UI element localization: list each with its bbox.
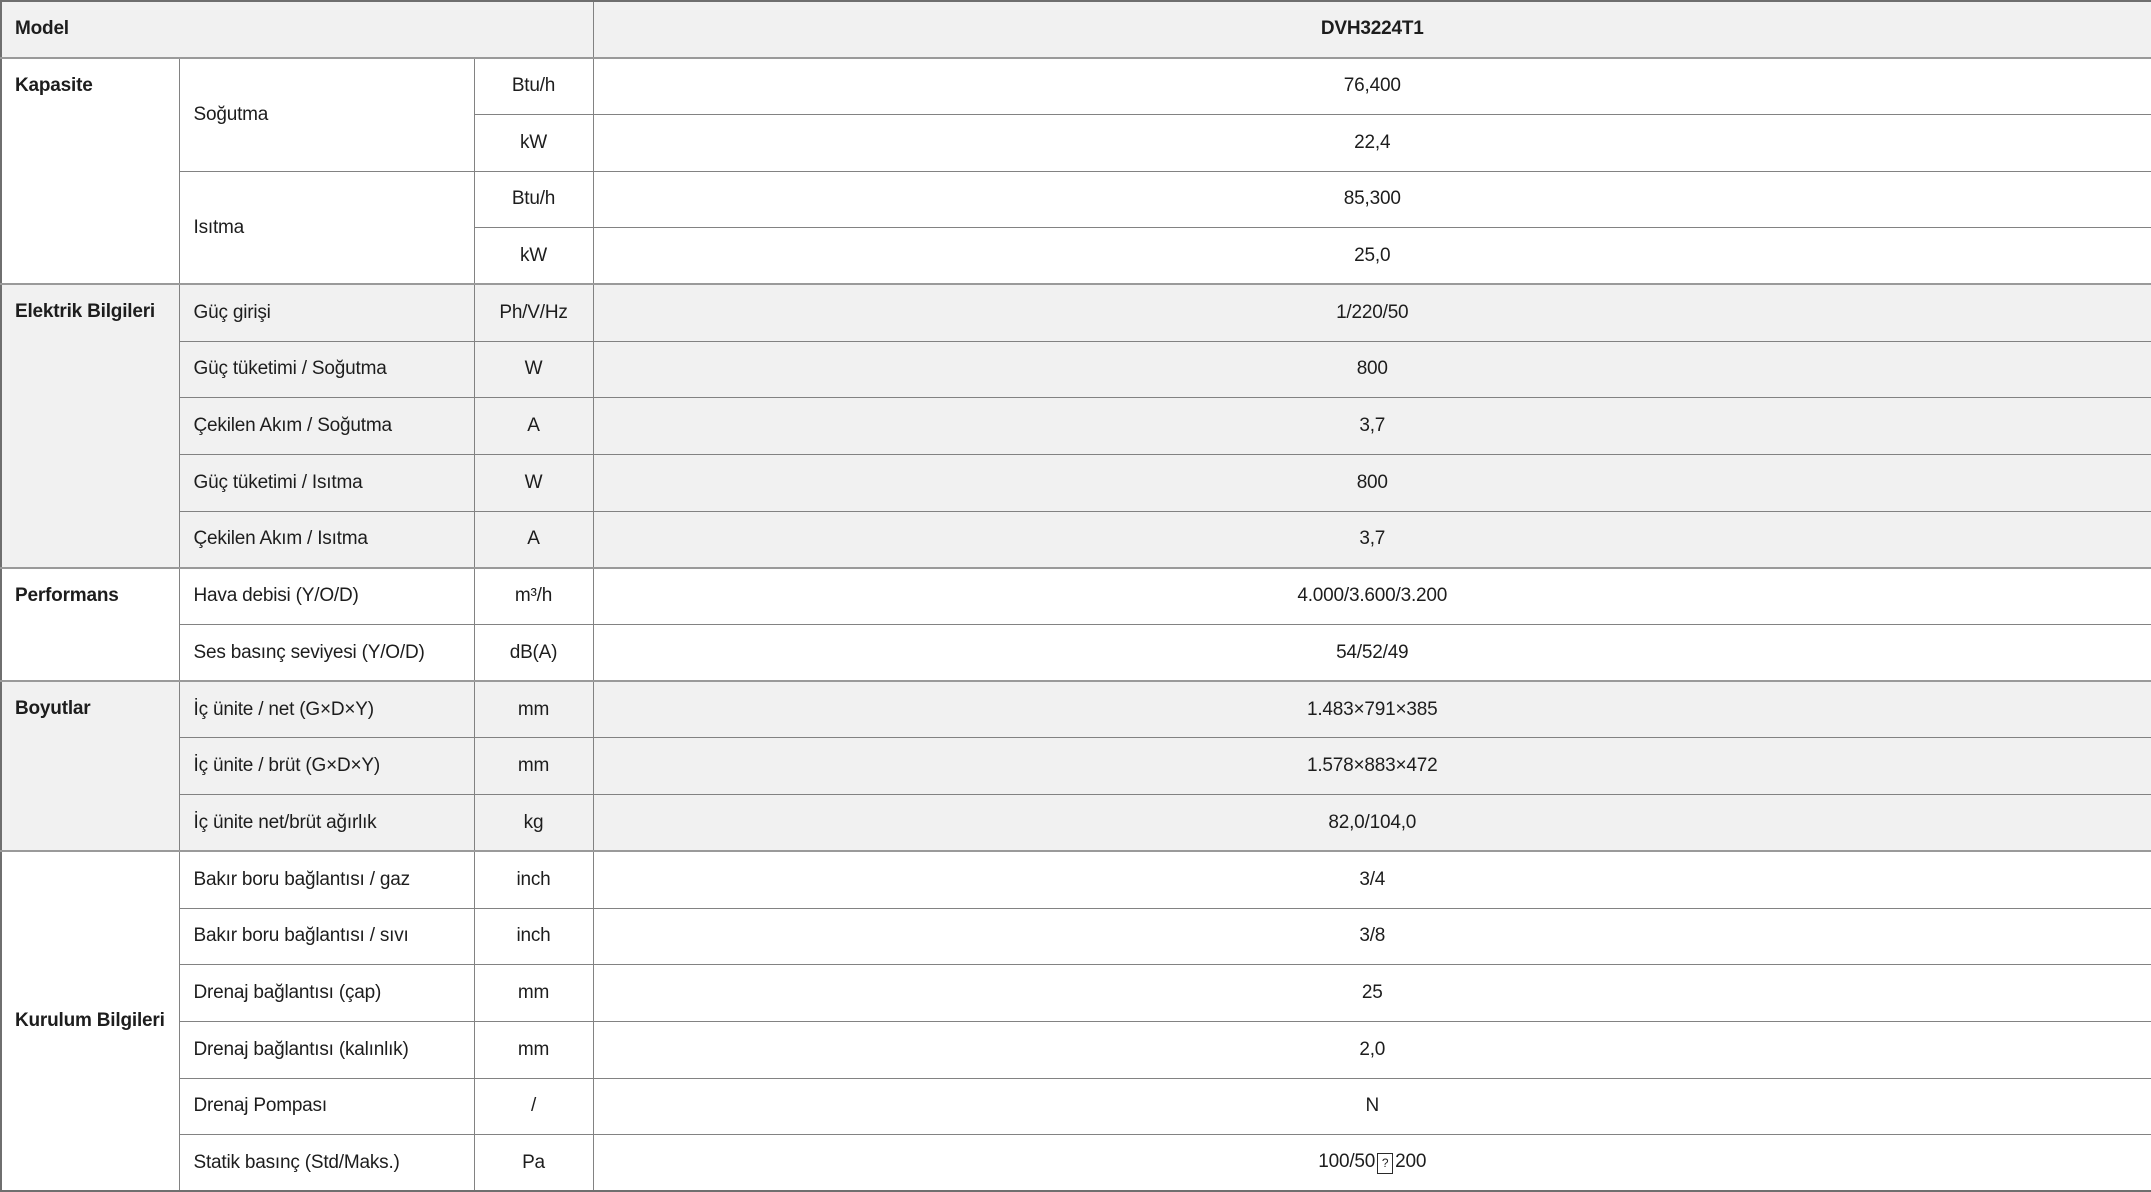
row-label-cell: İç ünite net/brüt ağırlık <box>179 795 474 852</box>
row-label-cell: Hava debisi (Y/O/D) <box>179 568 474 625</box>
table-row <box>1 341 2151 398</box>
row-value-cell: 4.000/3.600/3.200 <box>593 568 2151 625</box>
table-row <box>1 284 2151 341</box>
table-row <box>1 795 2151 852</box>
header-row <box>1 1 2151 58</box>
row-unit-cell: inch <box>474 851 593 908</box>
row-value-cell: 1.483×791×385 <box>593 681 2151 738</box>
section-cell-kapasite <box>1 58 179 285</box>
row-unit-cell: Ph/V/Hz <box>474 284 593 341</box>
row-label-cell: Drenaj bağlantısı (çap) <box>179 965 474 1022</box>
table-row <box>1 58 2151 115</box>
row-label-cell: Soğutma <box>179 58 474 171</box>
model-header-cell: Model <box>1 1 593 58</box>
row-unit-cell: / <box>474 1078 593 1135</box>
row-unit-cell: kg <box>474 795 593 852</box>
row-value-cell: 3/8 <box>593 908 2151 965</box>
row-unit-cell: kW <box>474 114 593 171</box>
row-value-cell: 76,400 <box>593 58 2151 115</box>
row-value-cell: 25,0 <box>593 228 2151 285</box>
row-value-cell: 2,0 <box>593 1021 2151 1078</box>
table-row <box>1 625 2151 682</box>
table-row <box>1 171 2151 228</box>
row-value-cell: 54/52/49 <box>593 625 2151 682</box>
row-value-cell: N <box>593 1078 2151 1135</box>
row-label-cell: Güç tüketimi / Soğutma <box>179 341 474 398</box>
value-prefix: 100/50 <box>1318 1151 1376 1173</box>
row-value-cell: 3,7 <box>593 511 2151 568</box>
table-row <box>1 1078 2151 1135</box>
missing-glyph-box: ? <box>1377 1153 1393 1174</box>
row-value-cell: 22,4 <box>593 114 2151 171</box>
table-row <box>1 398 2151 455</box>
table-row <box>1 511 2151 568</box>
row-unit-cell: dB(A) <box>474 625 593 682</box>
model-value-cell: DVH3224T1 <box>593 1 2151 58</box>
row-label-cell: Çekilen Akım / Soğutma <box>179 398 474 455</box>
section-label: Boyutlar <box>15 698 91 720</box>
value-suffix: 200 <box>1395 1151 1427 1173</box>
row-value-cell: 1.578×883×472 <box>593 738 2151 795</box>
section-cell-kurulum-bilgileri <box>1 851 179 1191</box>
row-label-cell: Drenaj Pompası <box>179 1078 474 1135</box>
row-unit-cell: inch <box>474 908 593 965</box>
table-row <box>1 908 2151 965</box>
row-unit-cell: mm <box>474 738 593 795</box>
section-cell-boyutlar <box>1 681 179 851</box>
row-label-cell: Güç girişi <box>179 284 474 341</box>
row-label-cell: Çekilen Akım / Isıtma <box>179 511 474 568</box>
section-label: Kapasite <box>15 74 93 96</box>
table-row <box>1 1135 2151 1192</box>
section-label: Kurulum Bilgileri <box>15 1010 165 1032</box>
section-cell-performans <box>1 568 179 681</box>
row-label-cell: İç ünite / net (G×D×Y) <box>179 681 474 738</box>
row-unit-cell: Btu/h <box>474 58 593 115</box>
table-row <box>1 851 2151 908</box>
row-value-cell: 3,7 <box>593 398 2151 455</box>
row-unit-cell: m³/h <box>474 568 593 625</box>
row-label-cell: İç ünite / brüt (G×D×Y) <box>179 738 474 795</box>
row-value-cell: 800 <box>593 341 2151 398</box>
row-unit-cell: Btu/h <box>474 171 593 228</box>
row-unit-cell: mm <box>474 681 593 738</box>
row-label-cell: Statik basınç (Std/Maks.) <box>179 1135 474 1192</box>
row-unit-cell: mm <box>474 1021 593 1078</box>
row-label-cell: Ses basınç seviyesi (Y/O/D) <box>179 625 474 682</box>
row-value-cell: 25 <box>593 965 2151 1022</box>
row-label-cell: Drenaj bağlantısı (kalınlık) <box>179 1021 474 1078</box>
row-value-cell: 85,300 <box>593 171 2151 228</box>
row-value-cell <box>593 1135 2151 1192</box>
row-value-cell: 800 <box>593 455 2151 512</box>
row-unit-cell: W <box>474 455 593 512</box>
table-row <box>1 965 2151 1022</box>
row-value-cell: 1/220/50 <box>593 284 2151 341</box>
row-unit-cell: A <box>474 511 593 568</box>
row-label-cell: Bakır boru bağlantısı / gaz <box>179 851 474 908</box>
table-row <box>1 738 2151 795</box>
table-row <box>1 681 2151 738</box>
section-cell-elektrik-bilgileri <box>1 284 179 567</box>
row-label-cell: Bakır boru bağlantısı / sıvı <box>179 908 474 965</box>
section-label: Performans <box>15 584 119 606</box>
row-value-cell: 3/4 <box>593 851 2151 908</box>
table-row <box>1 568 2151 625</box>
row-unit-cell: kW <box>474 228 593 285</box>
row-label-cell: Isıtma <box>179 171 474 284</box>
table-row <box>1 1021 2151 1078</box>
section-label: Elektrik Bilgileri <box>15 301 156 323</box>
row-value-cell: 82,0/104,0 <box>593 795 2151 852</box>
row-unit-cell: mm <box>474 965 593 1022</box>
row-unit-cell: A <box>474 398 593 455</box>
table-row <box>1 455 2151 512</box>
row-unit-cell: W <box>474 341 593 398</box>
row-label-cell: Güç tüketimi / Isıtma <box>179 455 474 512</box>
row-unit-cell: Pa <box>474 1135 593 1192</box>
